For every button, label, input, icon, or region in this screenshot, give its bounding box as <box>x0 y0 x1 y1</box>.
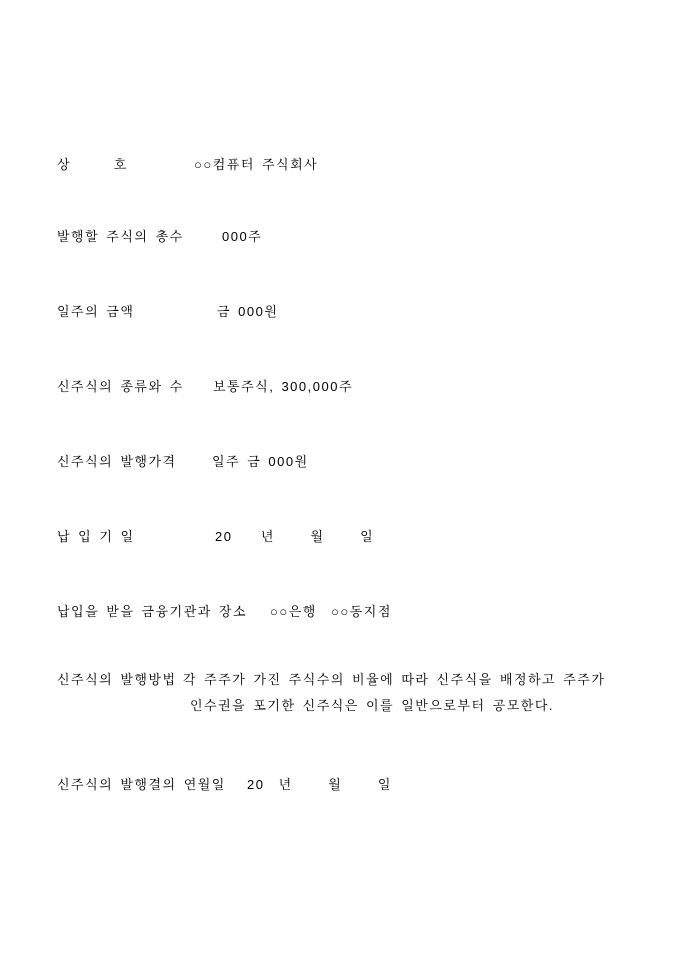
field-label-issue-method: 신주식의 발행방법 <box>57 672 177 687</box>
field-value-issue-method-line2: 인수권을 포기한 신주식은 이를 일반으로부터 공모한다. <box>190 698 555 713</box>
field-value-issue-method-line1: 각 주주가 가진 주식수의 비율에 따라 신주식을 배정하고 주주가 <box>183 672 606 687</box>
field-label-payment-date: 납 입 기 일 <box>57 529 135 544</box>
field-label-new-share-class: 신주식의 종류와 수 <box>57 379 184 394</box>
field-value-amount-per-share: 금 000원 <box>217 304 279 319</box>
field-value-total-shares: 000주 <box>222 229 263 244</box>
field-label-issue-price: 신주식의 발행가격 <box>57 454 177 469</box>
field-value-payment-date: 20 년 월 일 <box>215 529 375 544</box>
field-label-total-shares: 발행할 주식의 총수 <box>57 229 184 244</box>
field-value-issue-price: 일주 금 000원 <box>212 454 309 469</box>
field-value-resolution-date: 20 년 월 일 <box>247 777 392 792</box>
field-value-new-share-class: 보통주식, 300,000주 <box>213 379 354 394</box>
field-label-company-name: 상 호 <box>57 157 128 172</box>
field-label-amount-per-share: 일주의 금액 <box>57 304 135 319</box>
field-label-payment-bank: 납입을 받을 금융기관과 장소 <box>57 604 248 619</box>
field-label-resolution-date: 신주식의 발행결의 연월일 <box>57 777 226 792</box>
field-value-company-name: ○○컴퓨터 주식회사 <box>194 157 319 172</box>
field-value-payment-bank: ○○은행 ○○동지점 <box>270 604 392 619</box>
